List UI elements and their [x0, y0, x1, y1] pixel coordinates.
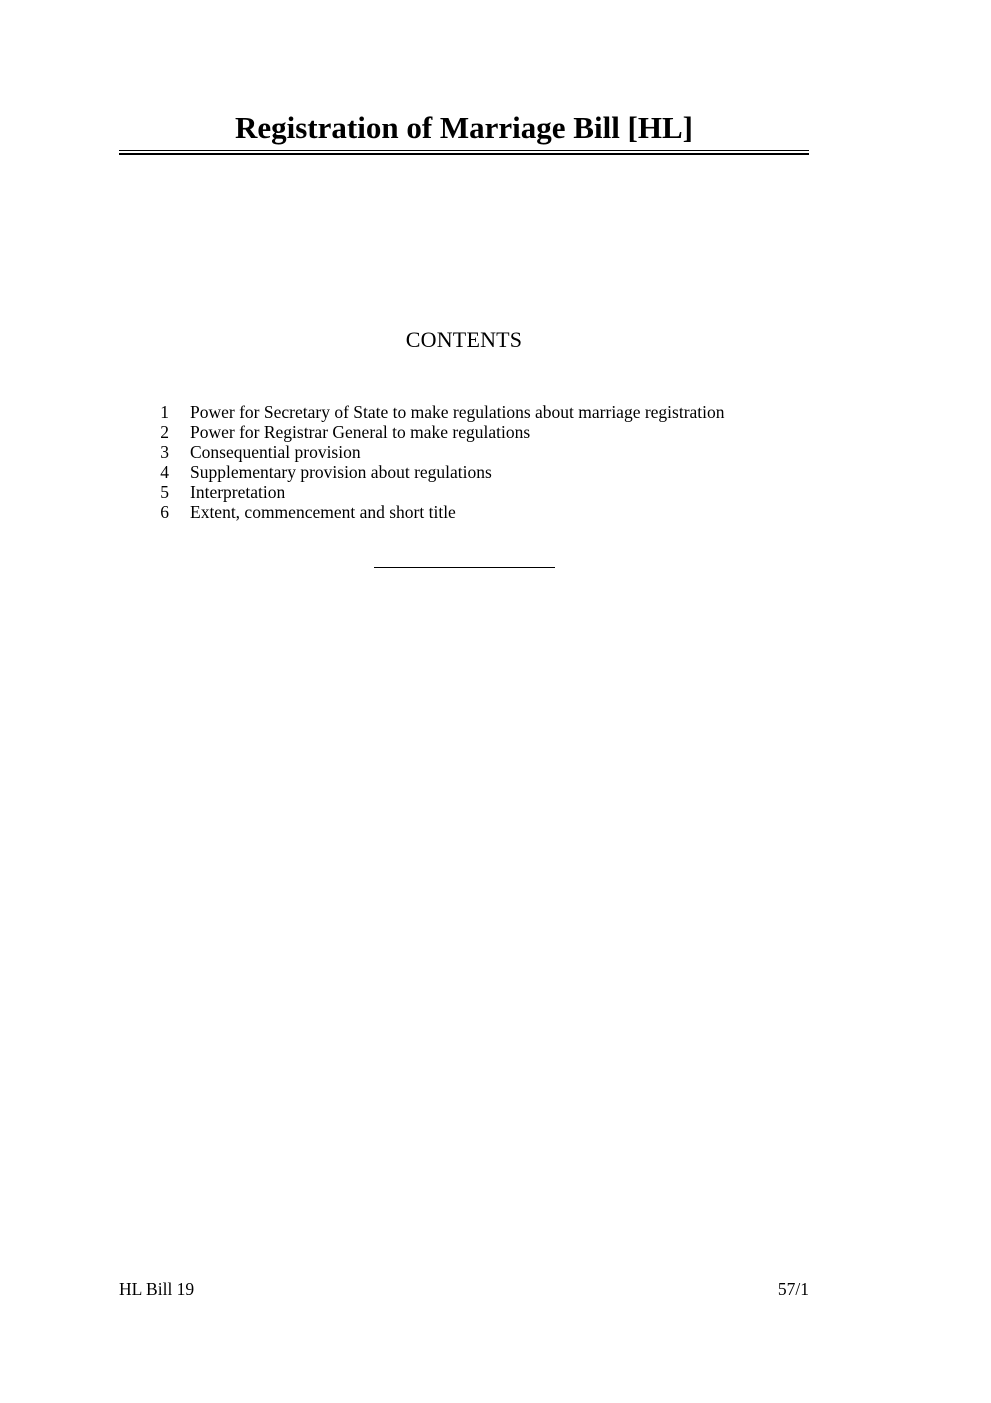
toc-entry-5[interactable] — [150, 482, 830, 502]
toc-entry-title: Extent, commencement and short title — [190, 502, 456, 522]
toc-entry-number: 2 — [160, 422, 169, 442]
toc-entry-title: Power for Secretary of State to make regulations about marriage registration — [190, 402, 725, 422]
title-rule-thick-line — [119, 153, 809, 155]
bill-title: Registration of Marriage Bill [HL] — [234, 110, 693, 145]
toc-entry-title: Power for Registrar General to make regulations — [190, 422, 531, 442]
toc-entry-3[interactable] — [150, 442, 830, 462]
toc-entry-number: 5 — [160, 482, 169, 502]
toc-entry-title: Consequential provision — [190, 442, 361, 462]
toc-entry-number: 6 — [160, 502, 169, 522]
bill-reference: HL Bill 19 — [119, 1279, 195, 1299]
contents-heading: CONTENTS — [405, 327, 523, 352]
title-double-rule — [119, 150, 809, 156]
toc-entry-number: 3 — [160, 442, 169, 462]
toc-entry-title: Interpretation — [190, 482, 286, 502]
toc-entry-number: 4 — [160, 462, 169, 482]
toc-entry-4[interactable] — [150, 462, 830, 482]
contents-end-rule — [374, 567, 555, 568]
table-of-contents — [150, 402, 830, 522]
toc-entry-6[interactable] — [150, 502, 830, 522]
title-rule-thin-line — [119, 150, 809, 151]
toc-entry-number: 1 — [160, 402, 169, 422]
toc-entry-2[interactable] — [150, 422, 830, 442]
toc-entry-1[interactable] — [150, 402, 830, 422]
print-code: 57/1 — [777, 1279, 809, 1299]
toc-entry-title: Supplementary provision about regulations — [190, 462, 492, 482]
